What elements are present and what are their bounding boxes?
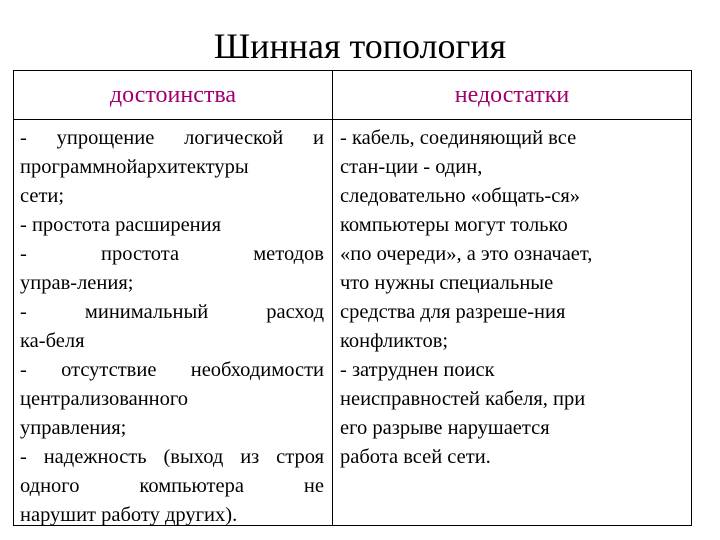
- advantage-line: программнойархитектуры: [20, 156, 249, 178]
- advantage-item: [20, 124, 324, 211]
- disadvantage-line: конфликтов;: [340, 330, 449, 352]
- disadvantage-line: неисправностей кабеля, при: [340, 388, 586, 410]
- comparison-table: [13, 70, 692, 526]
- advantage-line: - минимальный расход: [20, 301, 324, 323]
- disadvantages-column: [340, 124, 686, 472]
- disadvantage-line: - затруднен поиск: [340, 359, 495, 381]
- disadvantage-item: [340, 124, 686, 356]
- advantage-line: - упрощение логической и: [20, 127, 324, 149]
- advantage-item: [20, 211, 324, 240]
- advantages-header: достоинства: [109, 82, 237, 108]
- advantages-column: [20, 124, 324, 530]
- advantage-item: [20, 298, 324, 356]
- column-divider: [332, 71, 333, 525]
- advantage-line: управ-ления;: [20, 272, 134, 294]
- advantage-item: [20, 356, 324, 443]
- advantage-line: ка-беля: [20, 330, 85, 352]
- disadvantages-header: недостатки: [454, 82, 570, 108]
- disadvantage-line: работа всей сети.: [340, 446, 491, 468]
- disadvantage-item: [340, 356, 686, 472]
- advantage-line: управления;: [20, 417, 127, 439]
- advantage-line: - простота методов: [20, 243, 324, 265]
- disadvantage-line: его разрыве нарушается: [340, 417, 550, 439]
- advantage-line: - надежность (выход из строя: [20, 446, 324, 468]
- advantage-line: нарушит работу других).: [20, 504, 238, 526]
- disadvantage-line: следовательно «общать-ся»: [340, 185, 580, 207]
- advantage-line: сети;: [20, 185, 65, 207]
- header-divider: [14, 119, 691, 120]
- advantage-line: - простота расширения: [20, 214, 222, 236]
- disadvantage-line: что нужны специальные: [340, 272, 554, 294]
- disadvantage-line: стан-ции - один,: [340, 156, 483, 178]
- advantage-line: одного компьютера не: [20, 475, 324, 497]
- advantage-line: - отсутствие необходимости: [20, 359, 324, 381]
- advantage-item: [20, 443, 324, 530]
- disadvantage-line: «по очереди», а это означает,: [340, 243, 593, 265]
- disadvantage-line: средства для разреше-ния: [340, 301, 566, 323]
- advantage-item: [20, 240, 324, 298]
- page-title: Шинная топология: [213, 26, 507, 66]
- advantage-line: централизованного: [20, 388, 189, 410]
- disadvantage-line: компьютеры могут только: [340, 214, 568, 236]
- disadvantage-line: - кабель, соединяющий все: [340, 127, 577, 149]
